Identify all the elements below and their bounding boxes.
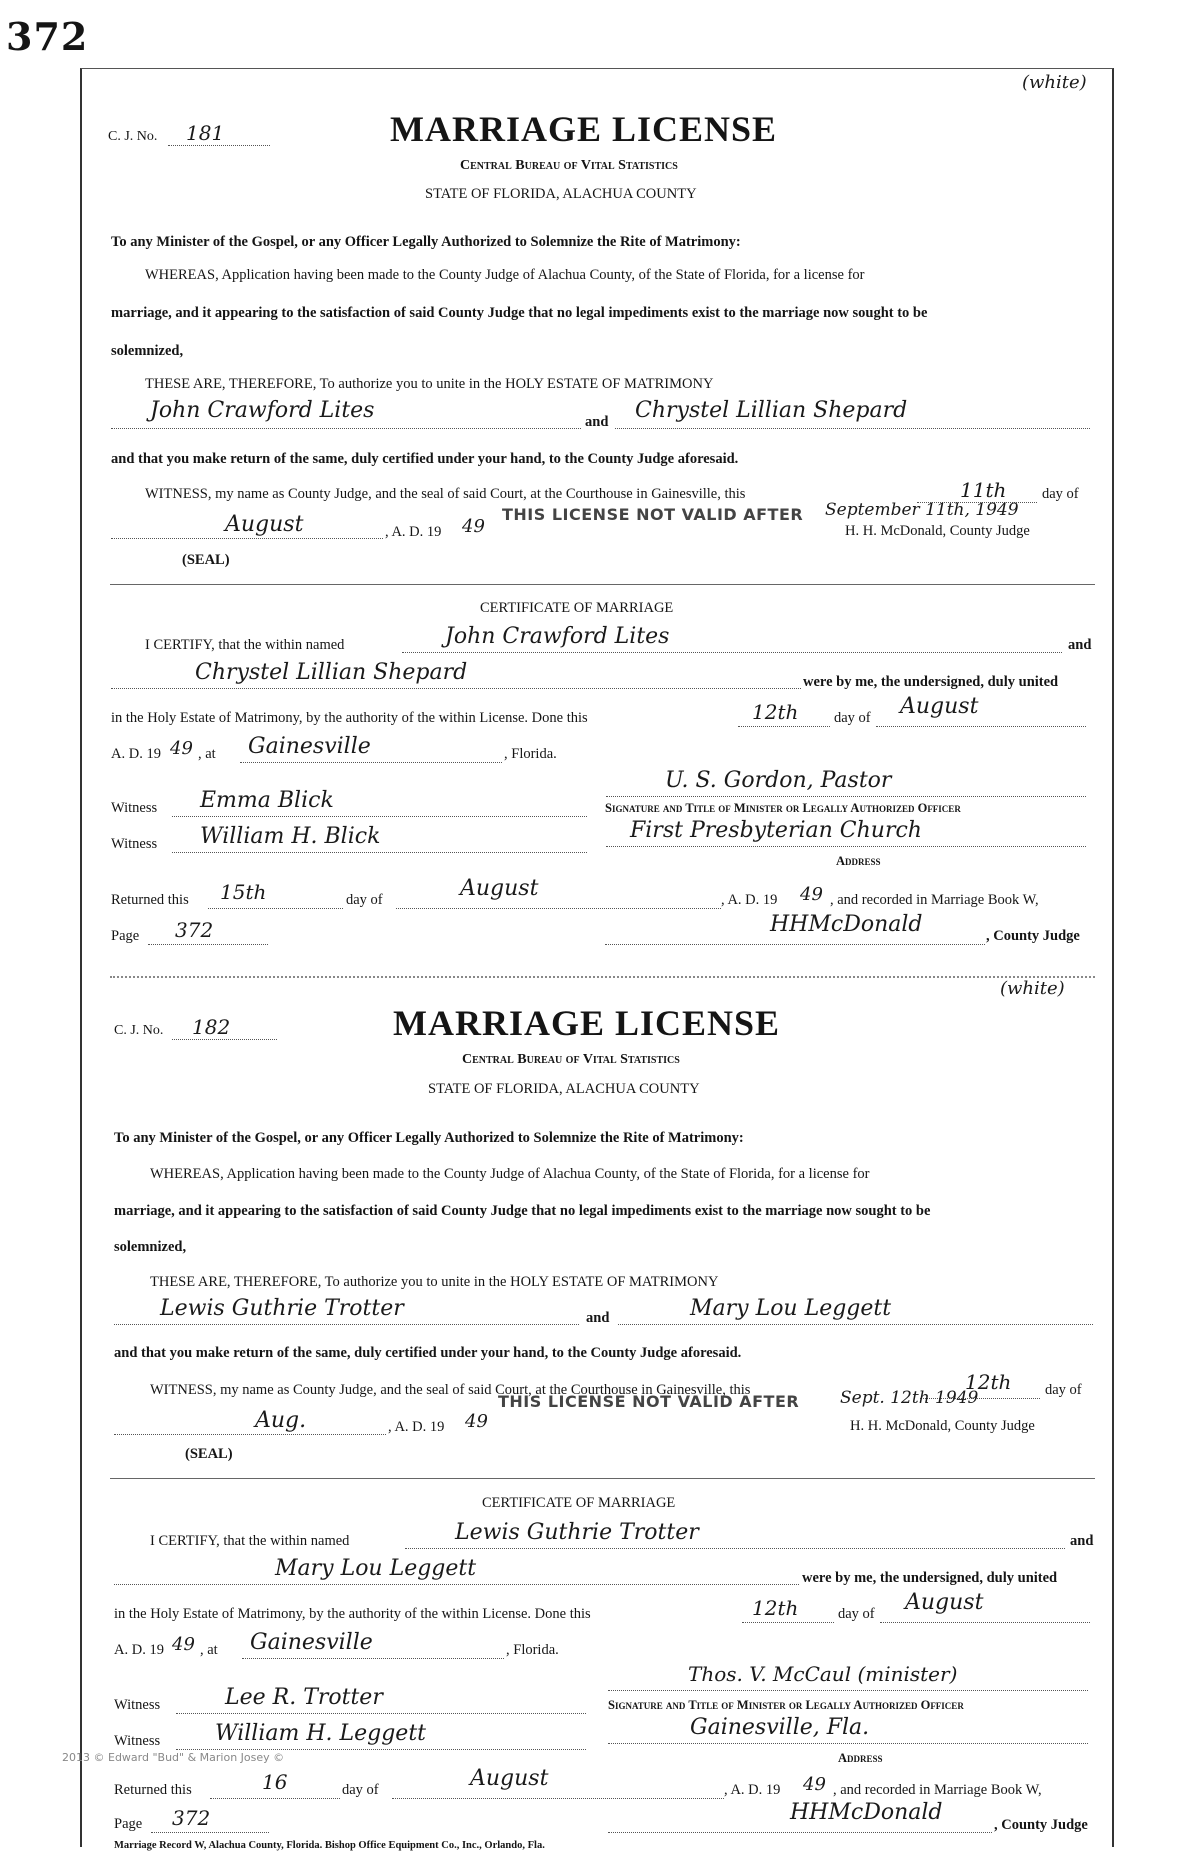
done-day-of: day of [834, 710, 871, 726]
judge-name: H. H. McDonald, County Judge [850, 1418, 1035, 1434]
done-day: 12th [752, 700, 799, 724]
holy-estate-line: in the Holy Estate of Matrimony, by the authority of the within License. Done this [111, 710, 588, 726]
officer-address: Gainesville, Fla. [690, 1715, 870, 1740]
returned-day: 16 [262, 1770, 288, 1794]
watermark: 2013 © Edward "Bud" & Marion Josey © [62, 1751, 285, 1764]
day-of-label: day of [1045, 1382, 1082, 1398]
license-title: MARRIAGE LICENSE [393, 1003, 781, 1043]
witness-2: William H. Leggett [215, 1721, 427, 1746]
license-separator [110, 976, 1095, 978]
footer: Marriage Record W, Alachua County, Florida. Bishop Office Equipment Co., Inc., Orlando, Fla. [114, 1840, 545, 1851]
returned-day: 15th [220, 880, 267, 904]
day-of-label: day of [1042, 486, 1079, 502]
seal-label: (SEAL) [185, 1446, 233, 1462]
officer-address: First Presbyterian Church [630, 818, 922, 843]
address-line: To any Minister of the Gospel, or any Officer Legally Authorized to Solemnize the Rite of Matrimony: [114, 1130, 744, 1146]
done-day-of: day of [838, 1606, 875, 1622]
witness-1: Emma Blick [200, 788, 334, 813]
whereas-line-1: WHEREAS, Application having been made to the County Judge of Alachua County, of the State of Florida, for a license for [150, 1166, 870, 1182]
judge-signature: HHMcDonald [790, 1800, 943, 1825]
cert-bride: Mary Lou Leggett [275, 1556, 477, 1581]
cert-and: and [1070, 1533, 1094, 1549]
judge-label: , County Judge [994, 1817, 1088, 1833]
cert-groom: John Crawford Lites [445, 624, 670, 649]
whereas-line-1: WHEREAS, Application having been made to the County Judge of Alachua County, of the State of Florida, for a license for [145, 267, 865, 283]
at-label: , at [198, 746, 216, 762]
done-month: August [905, 1590, 984, 1615]
officer-signature: Thos. V. McCaul (minister) [688, 1662, 958, 1686]
certificate-heading: CERTIFICATE OF MARRIAGE [482, 1495, 676, 1511]
done-month: August [900, 694, 979, 719]
officer-label: Signature and Title of Minister or Legally Authorized Officer [605, 801, 961, 815]
cert-ad-label: A. D. 19 [111, 746, 161, 762]
return-line: and that you make return of the same, duly certified under your hand, to the County Judge aforesaid. [111, 451, 739, 467]
not-valid-date: Sept. 12th 1949 [840, 1388, 979, 1408]
bureau: Central Bureau of Vital Statistics [462, 1052, 680, 1067]
returned-month: August [470, 1766, 549, 1791]
certificate-heading: CERTIFICATE OF MARRIAGE [480, 600, 674, 616]
bureau: Central Bureau of Vital Statistics [460, 158, 678, 173]
florida-label: , Florida. [504, 746, 557, 762]
bride-name: Chrystel Lillian Shepard [635, 398, 908, 423]
license-month: August [225, 512, 304, 537]
divider [110, 584, 1095, 585]
judge-label: , County Judge [986, 928, 1080, 944]
page-number: 372 [6, 14, 89, 59]
returned-day-of: day of [346, 892, 383, 908]
therefore-line: THESE ARE, THEREFORE, To authorize you to unite in the HOLY ESTATE OF MATRIMONY [150, 1274, 719, 1290]
license-year: 49 [462, 516, 485, 537]
returned-day-of: day of [342, 1782, 379, 1798]
whereas-line-3: solemnized, [114, 1239, 187, 1255]
record-page: 372 [172, 1806, 211, 1830]
witness-label-2: Witness [111, 836, 158, 852]
judge-name: H. H. McDonald, County Judge [845, 523, 1030, 539]
officer-label: Signature and Title of Minister or Legally Authorized Officer [608, 1698, 964, 1712]
return-line: and that you make return of the same, duly certified under your hand, to the County Judge aforesaid. [114, 1345, 742, 1361]
cert-bride: Chrystel Lillian Shepard [195, 660, 468, 685]
united-label: were by me, the undersigned, duly united [803, 674, 1059, 690]
returned-ad-label: , A. D. 19 [724, 1782, 781, 1798]
returned-label: Returned this [114, 1782, 192, 1798]
witness-2: William H. Blick [200, 824, 381, 849]
witness-line: WITNESS, my name as County Judge, and the seal of said Court, at the Courthouse in Gainesville, this [150, 1382, 751, 1398]
witness-label-1: Witness [111, 800, 158, 816]
place: Gainesville [250, 1630, 373, 1655]
recorded-label: , and recorded in Marriage Book W, [830, 892, 1039, 908]
witness-label-2: Witness [114, 1733, 161, 1749]
returned-ad-label: , A. D. 19 [721, 892, 778, 908]
done-day: 12th [752, 1596, 799, 1620]
returned-month: August [460, 876, 539, 901]
florida-label: , Florida. [506, 1642, 559, 1658]
holy-estate-line: in the Holy Estate of Matrimony, by the authority of the within License. Done this [114, 1606, 591, 1622]
witness-label-1: Witness [114, 1697, 161, 1713]
license-day: 12th [965, 1370, 1012, 1394]
cert-groom: Lewis Guthrie Trotter [455, 1520, 699, 1545]
whereas-line-2: marriage, and it appearing to the satisfaction of said County Judge that no legal impediments exist to the marriage now sought to be [114, 1203, 931, 1219]
and-label: and [586, 1310, 610, 1326]
ad-label: , A. D. 19 [388, 1419, 445, 1435]
united-label: were by me, the undersigned, duly united [802, 1570, 1058, 1586]
certify-label: I CERTIFY, that the within named [145, 637, 345, 653]
cj-label: C. J. No. [114, 1023, 164, 1038]
groom-name: John Crawford Lites [150, 398, 375, 423]
license-title: MARRIAGE LICENSE [390, 109, 778, 149]
color-note: (white) [1022, 72, 1087, 93]
divider [110, 1478, 1095, 1479]
bride-name: Mary Lou Leggett [690, 1296, 892, 1321]
address-label: Address [836, 854, 881, 868]
cj-number: 181 [186, 121, 225, 145]
page-label: Page [114, 1816, 143, 1832]
therefore-line: THESE ARE, THEREFORE, To authorize you to unite in the HOLY ESTATE OF MATRIMONY [145, 376, 714, 392]
license-day: 11th [960, 478, 1007, 502]
address-line: To any Minister of the Gospel, or any Officer Legally Authorized to Solemnize the Rite of Matrimony: [111, 234, 741, 250]
officer-signature: U. S. Gordon, Pastor [665, 768, 892, 793]
cj-label: C. J. No. [108, 129, 158, 144]
license-year: 49 [465, 1411, 488, 1432]
witness-line: WITNESS, my name as County Judge, and the seal of said Court, at the Courthouse in Gainesville, this [145, 486, 746, 502]
not-valid-stamp: THIS LICENSE NOT VALID AFTER [498, 1392, 800, 1411]
address-label: Address [838, 1751, 883, 1765]
ad-label: , A. D. 19 [385, 524, 442, 540]
at-label: , at [200, 1642, 218, 1658]
state-county: STATE OF FLORIDA, ALACHUA COUNTY [428, 1081, 700, 1097]
record-page: 372 [175, 918, 214, 942]
not-valid-stamp: THIS LICENSE NOT VALID AFTER [502, 505, 804, 524]
state-county: STATE OF FLORIDA, ALACHUA COUNTY [425, 186, 697, 202]
page-label: Page [111, 928, 140, 944]
returned-year: 49 [800, 884, 823, 905]
judge-signature: HHMcDonald [770, 912, 923, 937]
groom-name: Lewis Guthrie Trotter [160, 1296, 404, 1321]
returned-year: 49 [803, 1774, 826, 1795]
not-valid-date: September 11th, 1949 [825, 500, 1019, 520]
cert-year: 49 [170, 738, 193, 759]
cert-ad-label: A. D. 19 [114, 1642, 164, 1658]
cj-number: 182 [192, 1015, 231, 1039]
recorded-label: , and recorded in Marriage Book W, [833, 1782, 1042, 1798]
license-month: Aug. [255, 1408, 307, 1433]
color-note: (white) [1000, 978, 1065, 999]
whereas-line-3: solemnized, [111, 343, 184, 359]
cert-year: 49 [172, 1634, 195, 1655]
and-label: and [585, 414, 609, 430]
witness-1: Lee R. Trotter [225, 1685, 383, 1710]
certify-label: I CERTIFY, that the within named [150, 1533, 350, 1549]
returned-label: Returned this [111, 892, 189, 908]
cert-and: and [1068, 637, 1092, 653]
seal-label: (SEAL) [182, 552, 230, 568]
place: Gainesville [248, 734, 371, 759]
whereas-line-2: marriage, and it appearing to the satisfaction of said County Judge that no legal impediments exist to the marriage now sought to be [111, 305, 928, 321]
